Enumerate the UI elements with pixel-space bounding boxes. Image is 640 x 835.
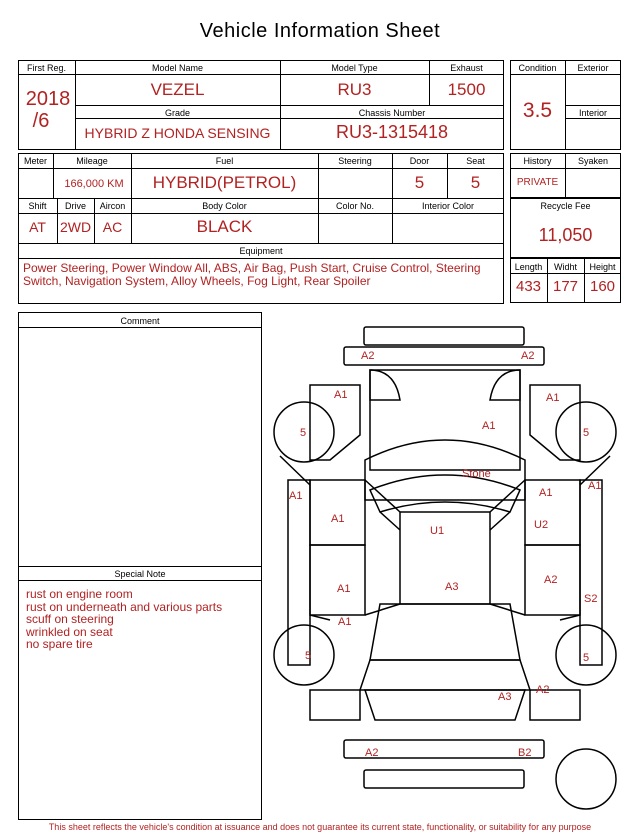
damage-mark: A1 [482, 420, 496, 432]
length-label: Length [514, 262, 543, 272]
equipment-list: Power Steering, Power Window All, ABS, Air Bag, Push Start, Cruise Control, Steering Switch, Navigation System, Alloy Wheels, Fog Light, Rear Spoiler [23, 261, 481, 288]
damage-mark: Stone [462, 468, 491, 480]
condition-label: Condition [518, 63, 557, 73]
model-type-value: RU3 [337, 80, 372, 99]
length-value: 433 [515, 278, 542, 295]
damage-mark: A1 [338, 616, 352, 628]
exhaust-label: Exhaust [450, 63, 483, 73]
comment-label: Comment [120, 316, 160, 326]
fuel-label: Fuel [215, 156, 234, 166]
damage-mark: A1 [539, 487, 553, 499]
mileage-label: Mileage [76, 156, 108, 166]
special-note-item: rust on underneath and various parts [26, 599, 223, 614]
chassis-label: Chassis Number [358, 108, 426, 118]
seat-label: Seat [466, 156, 485, 166]
height-value: 160 [589, 278, 616, 295]
damage-mark: A1 [331, 513, 345, 525]
grade-label: Grade [164, 108, 190, 118]
grade-value: HYBRID Z HONDA SENSING [84, 125, 271, 141]
damage-mark: A3 [498, 691, 512, 703]
damage-mark: S2 [584, 593, 598, 605]
body-color-value: BLACK [196, 217, 253, 236]
first-reg-year: 2018 [25, 88, 71, 110]
steering-label: Steering [338, 156, 372, 166]
damage-mark: 5 [305, 650, 312, 662]
shift-label: Shift [28, 201, 47, 211]
special-note-item: no spare tire [26, 637, 93, 651]
damage-mark: 5 [583, 427, 590, 439]
first-reg-month: /6 [32, 110, 50, 132]
damage-mark: A3 [445, 581, 459, 593]
damage-mark: A2 [544, 574, 558, 586]
damage-mark: U1 [430, 525, 445, 537]
damage-mark: A1 [334, 389, 348, 401]
model-name-value: VEZEL [150, 80, 205, 99]
special-note-item: wrinkled on seat [26, 624, 113, 639]
damage-mark: 5 [583, 652, 590, 664]
width-label: Widht [553, 262, 577, 272]
special-note-item: rust on engine room [26, 587, 133, 601]
aircon-label: Aircon [99, 201, 126, 211]
interior-label: Interior [578, 108, 607, 118]
model-type-label: Model Type [331, 63, 378, 73]
interior-color-label: Interior Color [421, 201, 475, 211]
drive-value: 2WD [59, 219, 92, 235]
exterior-label: Exterior [577, 63, 609, 73]
exhaust-value: 1500 [447, 80, 486, 99]
recycle-fee-label: Recycle Fee [540, 201, 591, 211]
shift-value: AT [29, 219, 46, 235]
model-name-label: Model Name [151, 63, 204, 73]
damage-marks [289, 350, 601, 759]
height-label: Height [589, 262, 616, 272]
door-label: Door [409, 156, 430, 166]
damage-mark: A1 [337, 583, 351, 595]
chassis-value: RU3-1315418 [335, 122, 449, 142]
page-title: Vehicle Information Sheet [199, 20, 441, 42]
meter-label: Meter [23, 156, 47, 166]
damage-mark: A1 [289, 490, 303, 502]
aircon-value: AC [102, 219, 123, 235]
mileage-value: 166,000 KM [64, 178, 124, 190]
history-value: PRIVATE [516, 177, 559, 188]
special-note-item: scuff on steering [26, 612, 114, 626]
damage-mark: 5 [300, 427, 307, 439]
damage-mark: A1 [546, 392, 560, 404]
fuel-value: HYBRID(PETROL) [152, 173, 297, 192]
body-color-label: Body Color [202, 201, 247, 211]
color-no-label: Color No. [335, 201, 374, 211]
damage-mark: U2 [534, 519, 549, 531]
history-label: History [523, 156, 552, 166]
damage-mark: A2 [536, 684, 550, 696]
first-reg-label: First Reg. [26, 63, 66, 73]
seat-value: 5 [470, 173, 481, 192]
car-outline [274, 327, 616, 809]
special-note-label: Special Note [114, 569, 166, 579]
drive-label: Drive [64, 201, 86, 211]
width-value: 177 [552, 278, 579, 295]
damage-mark: A2 [361, 350, 375, 362]
damage-mark: A1 [588, 480, 602, 492]
damage-mark: B2 [518, 747, 532, 759]
disclaimer-footer: This sheet reflects the vehicle's condition at issuance and does not guarantee its current state, functionality, or suitability for any purpose [48, 822, 592, 832]
damage-mark: A2 [521, 350, 535, 362]
condition-value: 3.5 [522, 99, 553, 122]
recycle-fee-value: 11,050 [538, 225, 593, 245]
door-value: 5 [414, 173, 425, 192]
equipment-label: Equipment [239, 246, 283, 256]
syaken-label: Syaken [577, 156, 609, 166]
damage-mark: A2 [365, 747, 379, 759]
